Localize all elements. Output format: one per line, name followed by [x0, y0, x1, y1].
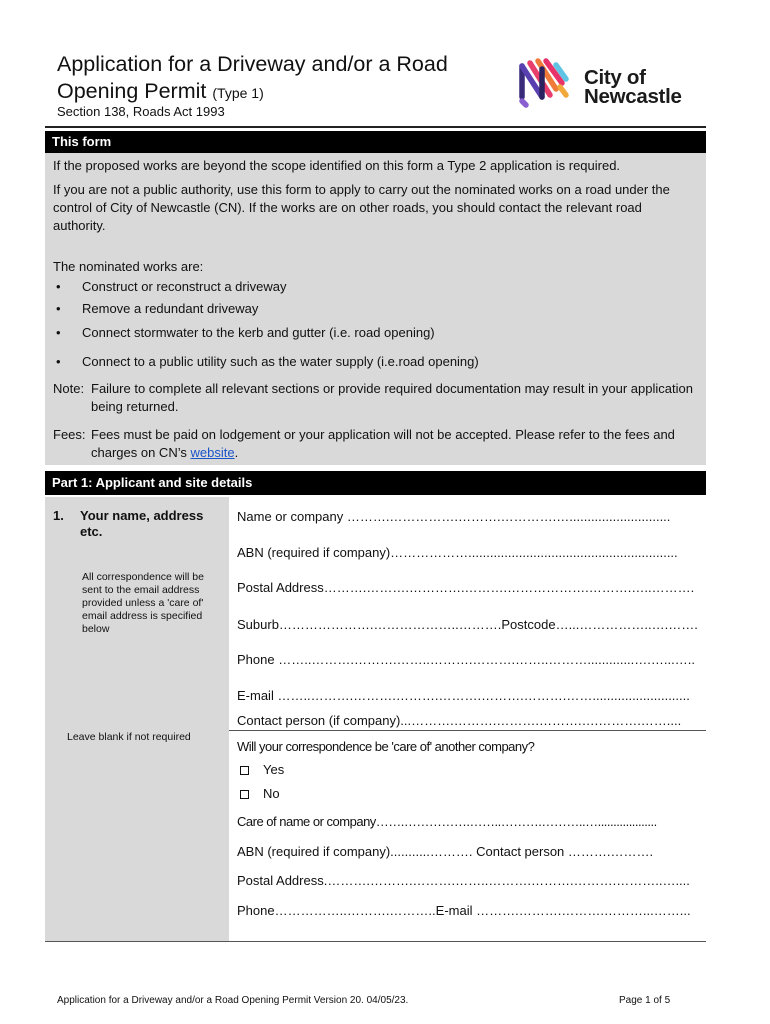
bullet-icon: •	[56, 301, 61, 316]
blank-note: Leave blank if not required	[67, 731, 191, 743]
fees-label: Fees:	[53, 427, 86, 442]
works-intro: The nominated works are:	[53, 259, 204, 274]
part1-left-column	[45, 497, 229, 942]
phone-field[interactable]: Phone ……..……….……….……..……….……….……..……….............….…...…..	[237, 652, 695, 667]
no-label: No	[263, 786, 280, 801]
note-text: Failure to complete all relevant sections or provide required documentation may result in your application being returned.	[91, 381, 693, 414]
page-subtitle: Section 138, Roads Act 1993	[57, 104, 225, 119]
section-bar-this-form: This form	[45, 131, 706, 153]
care-of-divider	[229, 730, 706, 731]
list-item: • Construct or reconstruct a driveway	[56, 279, 287, 294]
this-form-p2: If you are not a public authority, use this form to apply to carry out the nominated works on a road under the control of City of Newcastle (CN). If the works are on other roads, you should contact the relevant road authority.	[53, 182, 670, 233]
header-rule	[45, 126, 706, 128]
suburb-postcode-field[interactable]: Suburb………………….………………..……….Postcode…...……………..….…….	[237, 617, 698, 632]
care-of-question: Will your correspondence be 'care of' another company?	[237, 739, 535, 754]
fees-text: Fees must be paid on lodgement or your application will not be accepted. Please refer to the fees and charges on CN’s	[91, 427, 675, 460]
fees-website-link[interactable]: website	[190, 445, 235, 460]
bullet-icon: •	[56, 325, 61, 340]
no-checkbox[interactable]	[240, 790, 249, 799]
list-item: • Connect stormwater to the kerb and gutter (i.e. road opening)	[56, 325, 435, 340]
yes-label: Yes	[263, 762, 285, 777]
question-label: Your name, address etc.	[80, 508, 204, 539]
this-form-p1: If the proposed works are beyond the scope identified on this form a Type 2 application is required.	[53, 158, 621, 173]
postal-address-field[interactable]: Postal Address……….……….………….……….……………….……….…..……….	[237, 580, 695, 595]
care-of-abn-contact-field[interactable]: ABN (required if company)...........………. Contact person ……….……….	[237, 844, 654, 859]
list-item: • Remove a redundant driveway	[56, 301, 259, 316]
name-field[interactable]: Name or company ……….…………….……….………….…............................	[237, 509, 671, 524]
care-of-postal-field[interactable]: Postal Address.……….……….……….……..……….……….……….………..…....	[237, 873, 690, 888]
logo-text-line-2: Newcastle	[584, 85, 682, 108]
contact-person-field[interactable]: Contact person (if company)...……….……….……….……….….……….……....	[237, 713, 682, 728]
abn-field[interactable]: ABN (required if company)………………..........................................................	[237, 545, 678, 560]
bullet-icon: •	[56, 279, 61, 294]
email-field[interactable]: E-mail ……..……….……….……….……….……….……….……...........................	[237, 688, 690, 703]
care-of-phone-email-field[interactable]: Phone……………..……….………..E-mail ……….……….……….………...……...	[237, 903, 691, 918]
works-list	[56, 278, 696, 375]
question-number: 1.	[53, 508, 64, 523]
footer-page-number: Page 1 of 5	[619, 995, 671, 1006]
title-line-1: Application for a Driveway and/or a Road	[57, 52, 448, 76]
yes-checkbox[interactable]	[240, 766, 249, 775]
fees-block: Fees: Fees must be paid on lodgement or your application will not be accepted. Please refer to the fees and charges on CN’s website.	[53, 427, 675, 460]
part1-bottom-rule	[45, 941, 706, 942]
note-block	[53, 380, 693, 416]
title-line-2: Opening Permit	[57, 79, 207, 103]
city-logo	[516, 57, 701, 109]
bullet-icon: •	[56, 354, 61, 369]
city-logo-mark-icon	[516, 57, 578, 109]
title-type: (Type 1)	[212, 85, 264, 101]
no-option[interactable]	[240, 786, 280, 801]
section-bar-part1: Part 1: Applicant and site details	[45, 471, 706, 495]
note-label: Note:	[53, 381, 85, 396]
care-of-name-field[interactable]: Care of name or company…….…………….……..……….………..…...................	[237, 814, 657, 829]
email-note: All correspondence will be sent to the email address provided unless a 'care of' email address is specified below	[82, 571, 204, 635]
page-title	[57, 51, 448, 107]
yes-option[interactable]	[240, 762, 284, 777]
footer-version: Application for a Driveway and/or a Road Opening Permit Version 20. 04/05/23.	[57, 995, 409, 1006]
logo-text-line-1: City of	[584, 66, 646, 89]
list-item: • Connect to a public utility such as the water supply (i.e.road opening)	[56, 354, 479, 369]
